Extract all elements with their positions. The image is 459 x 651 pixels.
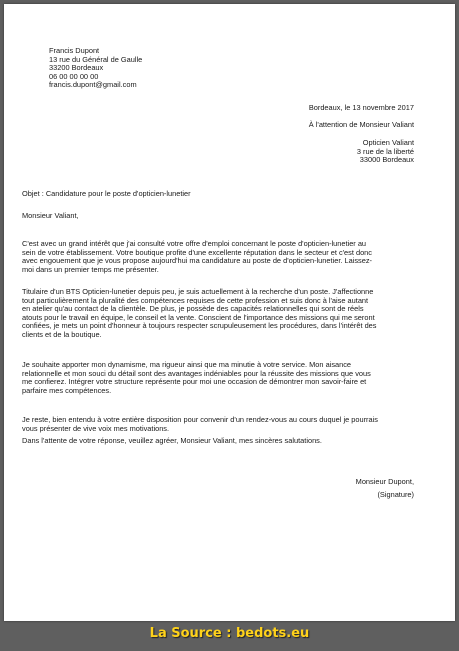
body-paragraph [22, 288, 416, 340]
paragraph-line: clients et de la boutique. [22, 329, 102, 339]
paragraph-line: Je souhaite apporter mon dynamisme, ma rigueur ainsi que ma minutie à votre service. Mon aisance [22, 360, 352, 369]
body-paragraph [22, 361, 416, 395]
body-paragraph [22, 240, 416, 274]
letter-page [4, 4, 455, 621]
recipient-address-line-2: 33000 Bordeaux [359, 155, 414, 165]
sender-address-line-1: 13 rue du Général de Gaulle [49, 54, 143, 64]
recipient-block [254, 139, 414, 165]
subject-line: Objet : Candidature pour le poste d'opticien-lunetier [22, 189, 191, 198]
closing-line: Dans l'attente de votre réponse, veuillez agréer, Monsieur Valiant, mes sincères salutations. [22, 436, 322, 445]
paragraph-line: en atelier qu'au contact de la clientèle. De plus, je possède des capacités relationnelles qui sont de réels [22, 304, 364, 314]
sender-block [49, 47, 142, 90]
paragraph-line: Titulaire d'un BTS Opticien-lunetier depuis peu, je suis actuellement à la recherche d'un poste. J'affectionne [22, 287, 374, 296]
paragraph-line: tout particulièrement la pluralité des compétences requises de cette profession et suis donc à l'aise autant [22, 295, 369, 305]
salutation: Monsieur Valiant, [22, 211, 79, 220]
signature-placeholder: (Signature) [377, 490, 414, 499]
recipient-address-line-1: 3 rue de la liberté [356, 146, 414, 156]
paragraph-line: vous présenter de vive voix mes motivations. [22, 423, 170, 433]
paragraph-line: sein de votre établissement. Votre boutique profite d'une excellente réputation dans le secteur et c'est donc [22, 247, 372, 257]
paragraph-line: me confierez. Intégrer votre structure représente pour moi une occasion de démontrer mon savoir-faire et [22, 377, 367, 387]
attention-line: À l'attention de Monsieur Valiant [308, 120, 414, 130]
paragraph-line: relationnelle et mon souci du détail sont des avantages indéniables pour la réussite des missions que vous [22, 368, 371, 378]
sender-phone: 06 00 00 00 00 [49, 71, 99, 81]
sender-name: Francis Dupont [49, 46, 100, 55]
paragraph-line: confiées, je mets un point d'honneur à toujours respecter scrupuleusement les procédures, dans l'intérêt des [22, 321, 377, 331]
paragraph-line: C'est avec un grand intérêt que j'ai consulté votre offre d'emploi concernant le poste d'opticien-lunetier au [22, 239, 367, 248]
sender-address-line-2: 33200 Bordeaux [49, 63, 104, 73]
source-credit: La Source : bedots.eu [149, 626, 310, 641]
date-block [204, 104, 414, 130]
paragraph-line: Je reste, bien entendu à votre entière disposition pour convenir d'un rendez-vous au cours duquel je pourrais [22, 415, 378, 424]
signer-name: Monsieur Dupont, [355, 477, 414, 486]
paragraph-line: atouts pour le travail en équipe, le conseil et la vente. Conscient de l'importance des missions qui me seront [22, 312, 375, 322]
paragraph-line: parfaire mes compétences. [22, 385, 112, 395]
paragraph-line: moi dans un premier temps me présenter. [22, 264, 159, 274]
date-line: Bordeaux, le 13 novembre 2017 [308, 103, 414, 112]
paragraph-line: avec engouement que je vous propose aujourd'hui ma candidature au poste de d'opticien-lunetier. Laissez- [22, 256, 373, 266]
sender-email: francis.dupont@gmail.com [49, 80, 137, 90]
body-paragraph [22, 416, 416, 433]
recipient-name: Opticien Valiant [362, 138, 414, 147]
